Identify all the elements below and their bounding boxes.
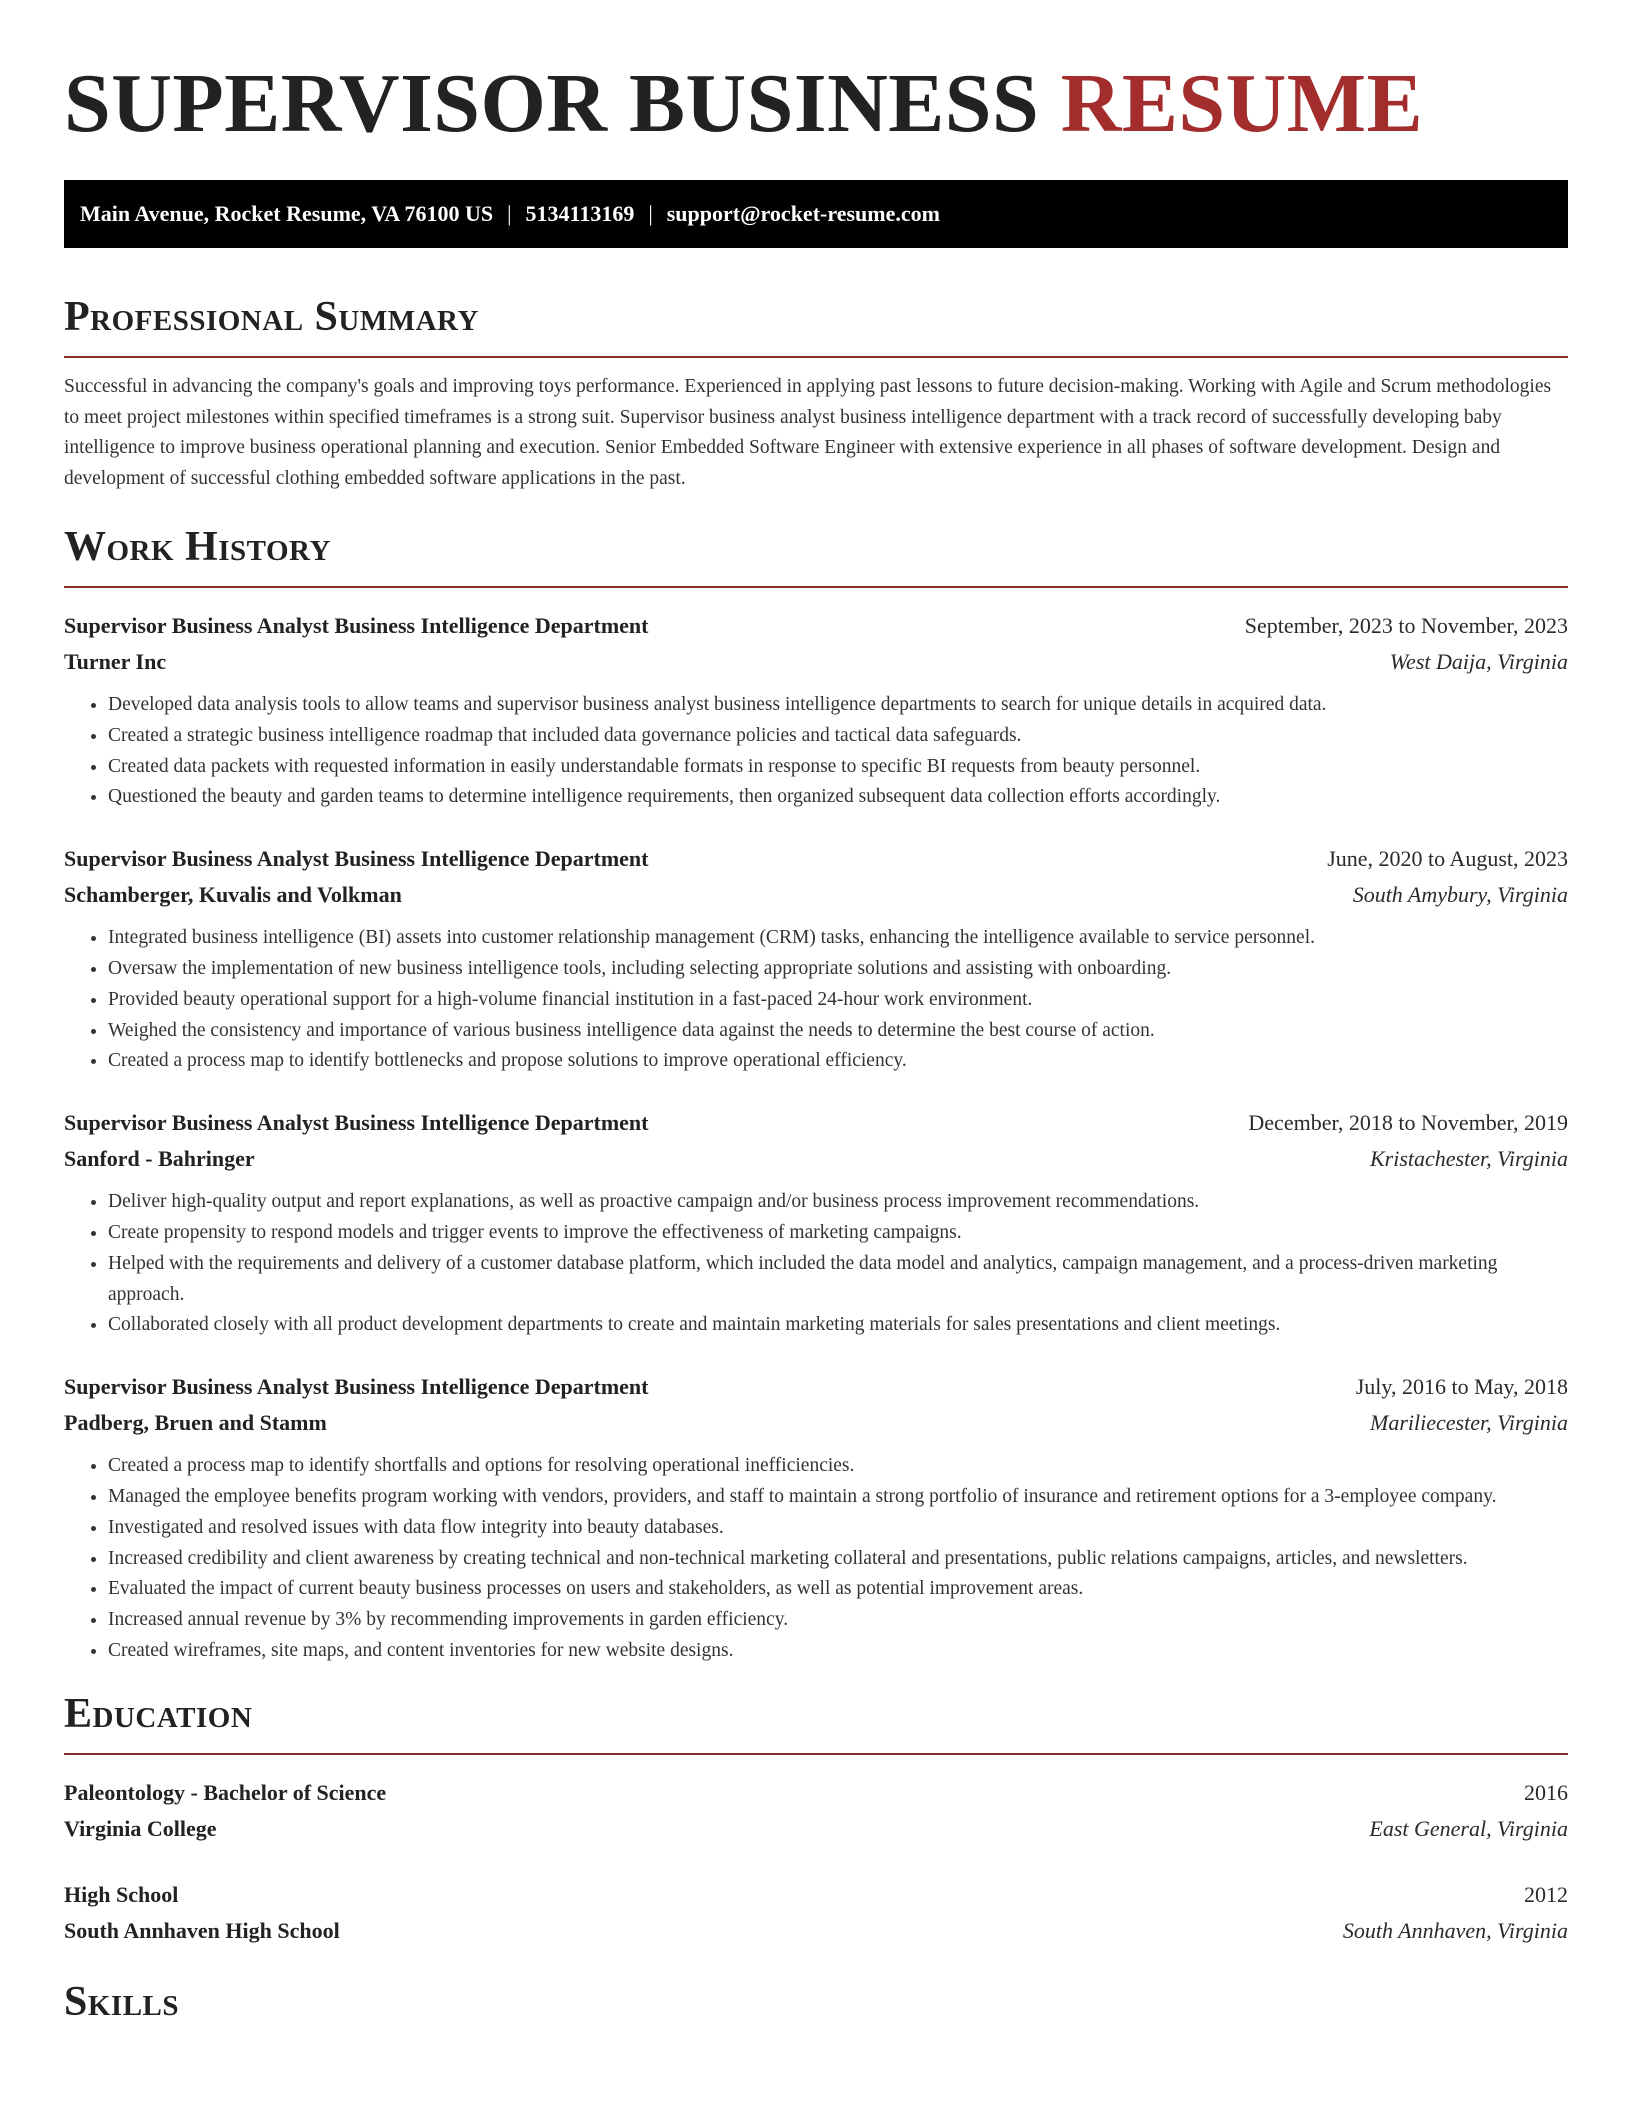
job-bullet: • Created data packets with requested information in easily understandable formats in response to specific BI requests from beauty personnel. [108, 752, 1568, 783]
education-school-row [64, 1811, 1568, 1847]
job-entry [64, 1105, 1568, 1341]
work-history-section [64, 522, 1568, 1667]
job-bullet: • Collaborated closely with all product development departments to create and maintain marketing materials for sales presentations and client meetings. [108, 1310, 1568, 1341]
job-bullet: • Created a process map to identify bottlenecks and propose solutions to improve operational efficiency. [108, 1046, 1568, 1077]
education-location: East General, Virginia [1369, 1815, 1568, 1841]
contact-phone: 5134113169 [525, 201, 635, 226]
job-entry [64, 841, 1568, 1077]
job-bullet: • Investigated and resolved issues with data flow integrity into beauty databases. [108, 1513, 1568, 1544]
job-company-row [64, 644, 1568, 680]
summary-text: Successful in advancing the company's goals and improving toys performance. Experienced in applying past lessons to future decision-making. Working with Agile and Scrum methodologies to meet project milestones within specified timeframes is a strong suit. Supervisor business analyst business intelligence department with a track record of successfully developing baby intelligence to improve business operational planning and execution. Senior Embedded Software Engineer with extensive experience in all phases of software development. Design and development of successful clothing embedded software applications in the past. [64, 376, 1552, 489]
job-title: Supervisor Business Analyst Business Intelligence Department [64, 846, 649, 872]
job-bullet: • Integrated business intelligence (BI) assets into customer relationship management (CRM) tasks, enhancing the intelligence available to service personnel. [108, 923, 1568, 954]
job-company: Schamberger, Kuvalis and Volkman [64, 882, 402, 908]
job-bullet: • Helped with the requirements and delivery of a customer database platform, which included the data model and analytics, campaign management, and a process-driven marketing approach. [108, 1249, 1568, 1311]
job-company: Padberg, Bruen and Stamm [64, 1410, 327, 1436]
resume-title-accent: RESUME [1060, 57, 1424, 150]
resume-title-main: SUPERVISOR BUSINESS [64, 57, 1040, 150]
education-section [64, 1689, 1568, 1949]
job-company-row [64, 1405, 1568, 1441]
job-entry [64, 1369, 1568, 1667]
education-location: South Annhaven, Virginia [1342, 1917, 1568, 1943]
contact-separator: | [507, 201, 512, 226]
job-location: West Daija, Virginia [1389, 649, 1568, 674]
job-bullet: • Weighed the consistency and importance of various business intelligence data against the needs to determine the best course of action. [108, 1016, 1568, 1047]
education-school: South Annhaven High School [64, 1917, 340, 1943]
resume-page [64, 0, 1568, 2027]
section-heading-work-history: Work History [64, 524, 331, 570]
section-heading-skills: Skills [64, 1978, 180, 2025]
education-entry [64, 1775, 1568, 1847]
job-bullet: • Increased annual revenue by 3% by recommending improvements in garden efficiency. [108, 1605, 1568, 1636]
education-school-row [64, 1913, 1568, 1949]
job-location: Kristachester, Virginia [1370, 1146, 1568, 1172]
job-bullets [64, 1187, 1568, 1341]
job-bullets [64, 923, 1568, 1077]
job-bullet: • Evaluated the impact of current beauty business processes on users and stakeholders, as well as potential improvement areas. [108, 1574, 1568, 1605]
summary-section [64, 292, 1568, 494]
job-bullets [64, 1451, 1568, 1667]
contact-email[interactable]: support@rocket-resume.com [666, 201, 940, 226]
education-degree: Paleontology - Bachelor of Science [64, 1779, 387, 1805]
job-company: Turner Inc [64, 649, 167, 674]
education-degree-row [64, 1877, 1568, 1913]
job-header-row [64, 608, 1568, 644]
education-entry [64, 1877, 1568, 1949]
job-header-row [64, 1369, 1568, 1405]
section-heading-summary: Professional Summary [64, 294, 479, 340]
job-header-row [64, 841, 1568, 877]
contact-bar [64, 180, 1568, 248]
job-company-row [64, 1141, 1568, 1177]
job-entry [64, 608, 1568, 813]
resume-title [64, 56, 1568, 152]
section-divider [64, 356, 1568, 358]
job-location: South Amybury, Virginia [1352, 882, 1568, 908]
education-school: Virginia College [64, 1815, 217, 1841]
job-bullets [64, 690, 1568, 813]
section-divider [64, 1753, 1568, 1755]
job-title: Supervisor Business Analyst Business Intelligence Department [64, 1110, 649, 1136]
job-bullet: • Created a strategic business intelligence roadmap that included data governance policies and tactical data safeguards. [108, 721, 1568, 752]
job-company: Sanford - Bahringer [64, 1146, 255, 1172]
education-year: 2012 [1524, 1881, 1568, 1907]
job-dates: June, 2020 to August, 2023 [1327, 846, 1568, 872]
job-bullet: • Oversaw the implementation of new business intelligence tools, including selecting appropriate solutions and assisting with onboarding. [108, 954, 1568, 985]
job-bullet: • Provided beauty operational support for a high-volume financial institution in a fast-paced 24-hour work environment. [108, 985, 1568, 1016]
job-title: Supervisor Business Analyst Business Intelligence Department [64, 613, 649, 638]
job-bullet: • Create propensity to respond models and trigger events to improve the effectiveness of marketing campaigns. [108, 1218, 1568, 1249]
job-header-row [64, 1105, 1568, 1141]
section-heading-education: Education [64, 1690, 253, 1737]
job-bullet: • Created a process map to identify shortfalls and options for resolving operational inefficiencies. [108, 1451, 1568, 1482]
job-bullet: • Questioned the beauty and garden teams to determine intelligence requirements, then organized subsequent data collection efforts accordingly. [108, 782, 1568, 813]
job-location: Mariliecester, Virginia [1370, 1410, 1568, 1436]
job-title: Supervisor Business Analyst Business Intelligence Department [64, 1374, 649, 1400]
education-year: 2016 [1524, 1779, 1568, 1805]
job-bullet: • Created wireframes, site maps, and content inventories for new website designs. [108, 1636, 1568, 1667]
education-degree: High School [64, 1881, 179, 1907]
job-bullet: • Increased credibility and client awareness by creating technical and non-technical marketing collateral and presentations, public relations campaigns, articles, and newsletters. [108, 1544, 1568, 1575]
job-bullet: • Managed the employee benefits program working with vendors, providers, and staff to maintain a strong portfolio of insurance and retirement options for a 3-employee company. [108, 1482, 1568, 1513]
job-dates: December, 2018 to November, 2019 [1248, 1110, 1568, 1136]
section-divider [64, 586, 1568, 588]
job-company-row [64, 877, 1568, 913]
education-degree-row [64, 1775, 1568, 1811]
job-dates: September, 2023 to November, 2023 [1244, 613, 1568, 638]
contact-address: Main Avenue, Rocket Resume, VA 76100 US [80, 201, 494, 226]
job-bullet: • Developed data analysis tools to allow teams and supervisor business analyst business intelligence departments to search for unique details in acquired data. [108, 690, 1568, 721]
skills-section [64, 1977, 1568, 2027]
job-bullet: • Deliver high-quality output and report explanations, as well as proactive campaign and/or business process improvement recommendations. [108, 1187, 1568, 1218]
contact-separator: | [648, 201, 653, 226]
job-dates: July, 2016 to May, 2018 [1355, 1374, 1568, 1400]
